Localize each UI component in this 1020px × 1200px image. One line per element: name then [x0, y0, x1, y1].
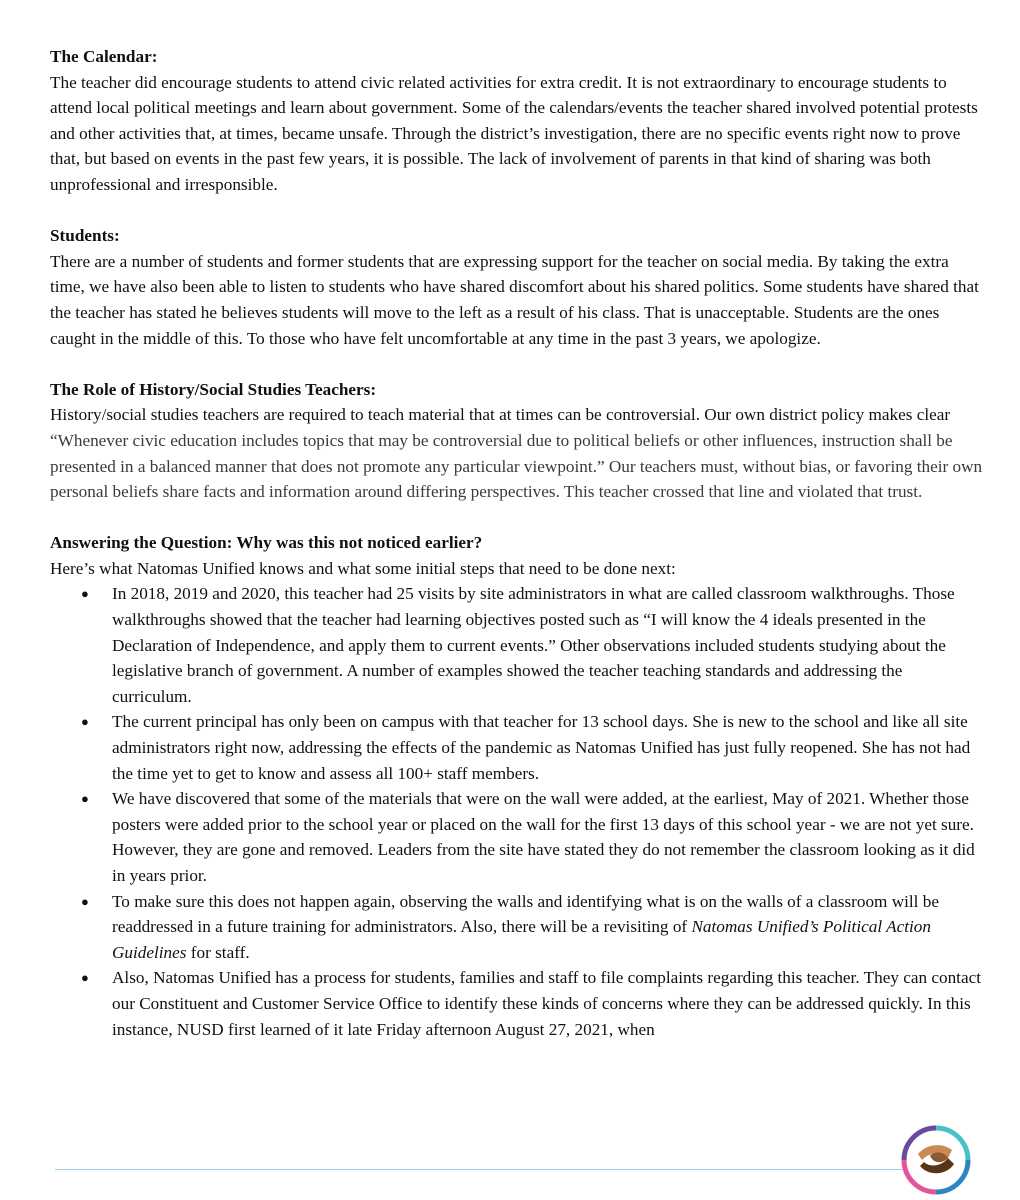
- guidelines-title: Natomas Unified’s Political Action Guidelines: [112, 917, 931, 962]
- section-role-of-teachers: [50, 377, 985, 505]
- bullet-icon: ●: [81, 714, 89, 730]
- section-paragraph: [50, 402, 985, 504]
- list-item-text: Also, Natomas Unified has a process for students, families and staff to file complaints regarding this teacher. They can contact our Constituent and Customer Service Office to identify these kinds of concerns where they can be addressed quickly. In this instance, NUSD first learned of it late Friday afternoon August 27, 2021, when: [112, 968, 981, 1039]
- list-item: [50, 965, 985, 1042]
- section-students: [50, 223, 985, 351]
- policy-quote: “Whenever civic education includes topics that may be controversial due to political beliefs or other influences, instruction shall be presented in a balanced manner that does not promote any particular viewpoint.” Our teachers must, without bias, or favoring their own personal beliefs share facts and information around differing perspectives. This teacher crossed that line and violated that trust.: [50, 430, 983, 502]
- district-logo-icon: [896, 1120, 976, 1200]
- list-item-text-end: for staff.: [186, 942, 250, 962]
- section-heading: The Calendar:: [50, 47, 158, 66]
- section-paragraph: The teacher did encourage students to attend civic related activities for extra credit. It is not extraordinary to encourage students to attend local political meetings and learn about government. Some of the calendars/events the teacher shared involved potential protests and other activities that, at times, became unsafe. Through the district’s investigation, there are no specific events right now to prove that, but based on events in the past few years, it is possible. The lack of involvement of parents in that kind of sharing was both unprofessional and irresponsible.: [50, 72, 978, 194]
- list-item: [50, 709, 985, 786]
- bullet-icon: ●: [81, 791, 89, 807]
- section-heading: Answering the Question: Why was this not noticed earlier?: [50, 533, 483, 553]
- bullet-icon: ●: [81, 586, 89, 602]
- bullet-list: [50, 581, 985, 1042]
- bullet-icon: ●: [81, 893, 89, 909]
- section-heading: Students:: [50, 226, 120, 246]
- footer-divider: [55, 1169, 925, 1170]
- list-item-text: We have discovered that some of the materials that were on the wall were added, at the earliest, May of 2021. Whether those posters were added prior to the school year or placed on the wall for the first 13 days of this school year - we are not yet sure. However, they are gone and removed. Leaders from the site have stated they do not remember the classroom looking as it did in years prior.: [112, 789, 975, 885]
- bullet-icon: ●: [81, 970, 89, 986]
- section-heading: The Role of History/Social Studies Teachers:: [50, 379, 377, 399]
- section-calendar: [50, 44, 985, 198]
- list-item-text: To make sure this does not happen again, observing the walls and identifying what is on the walls of a classroom will be readdressed in a future training for administrators. Also, there will be a revisiting of: [112, 891, 939, 937]
- list-item: [50, 581, 985, 709]
- list-item: [50, 786, 985, 888]
- section-question: [50, 530, 985, 1042]
- document-body: [50, 44, 985, 1068]
- section-paragraph: There are a number of students and former students that are expressing support for the teacher on social media. By taking the extra time, we have also been able to listen to students who have shared discomfort about his shared politics. Some students have shared that the teacher has stated he believes students will move to the left as a result of his class. That is unacceptable. Students are the ones caught in the middle of this. To those who have felt uncomfortable at any time in the past 3 years, we apologize.: [50, 251, 979, 348]
- list-item-text: In 2018, 2019 and 2020, this teacher had 25 visits by site administrators in what are called classroom walkthroughs. Those walkthroughs showed that the teacher had learning objectives posted such as “I will know the 4 ideals presented in the Declaration of Independence, and apply them to current events.” Other observations included students studying about the legislative branch of government. A number of examples showed the teacher teaching standards and addressing the curriculum.: [112, 584, 955, 706]
- list-item-text: The current principal has only been on campus with that teacher for 13 school days. She is new to the school and like all site administrators right now, addressing the effects of the pandemic as Natomas Unified has just fully reopened. She has not had the time yet to get to know and assess all 100+ staff members.: [112, 712, 971, 783]
- list-item: [50, 889, 985, 966]
- paragraph-text: History/social studies teachers are required to teach material that at times can be controversial. Our own district policy makes clear: [50, 405, 951, 425]
- section-intro: Here’s what Natomas Unified knows and what some initial steps that need to be done next:: [50, 558, 676, 578]
